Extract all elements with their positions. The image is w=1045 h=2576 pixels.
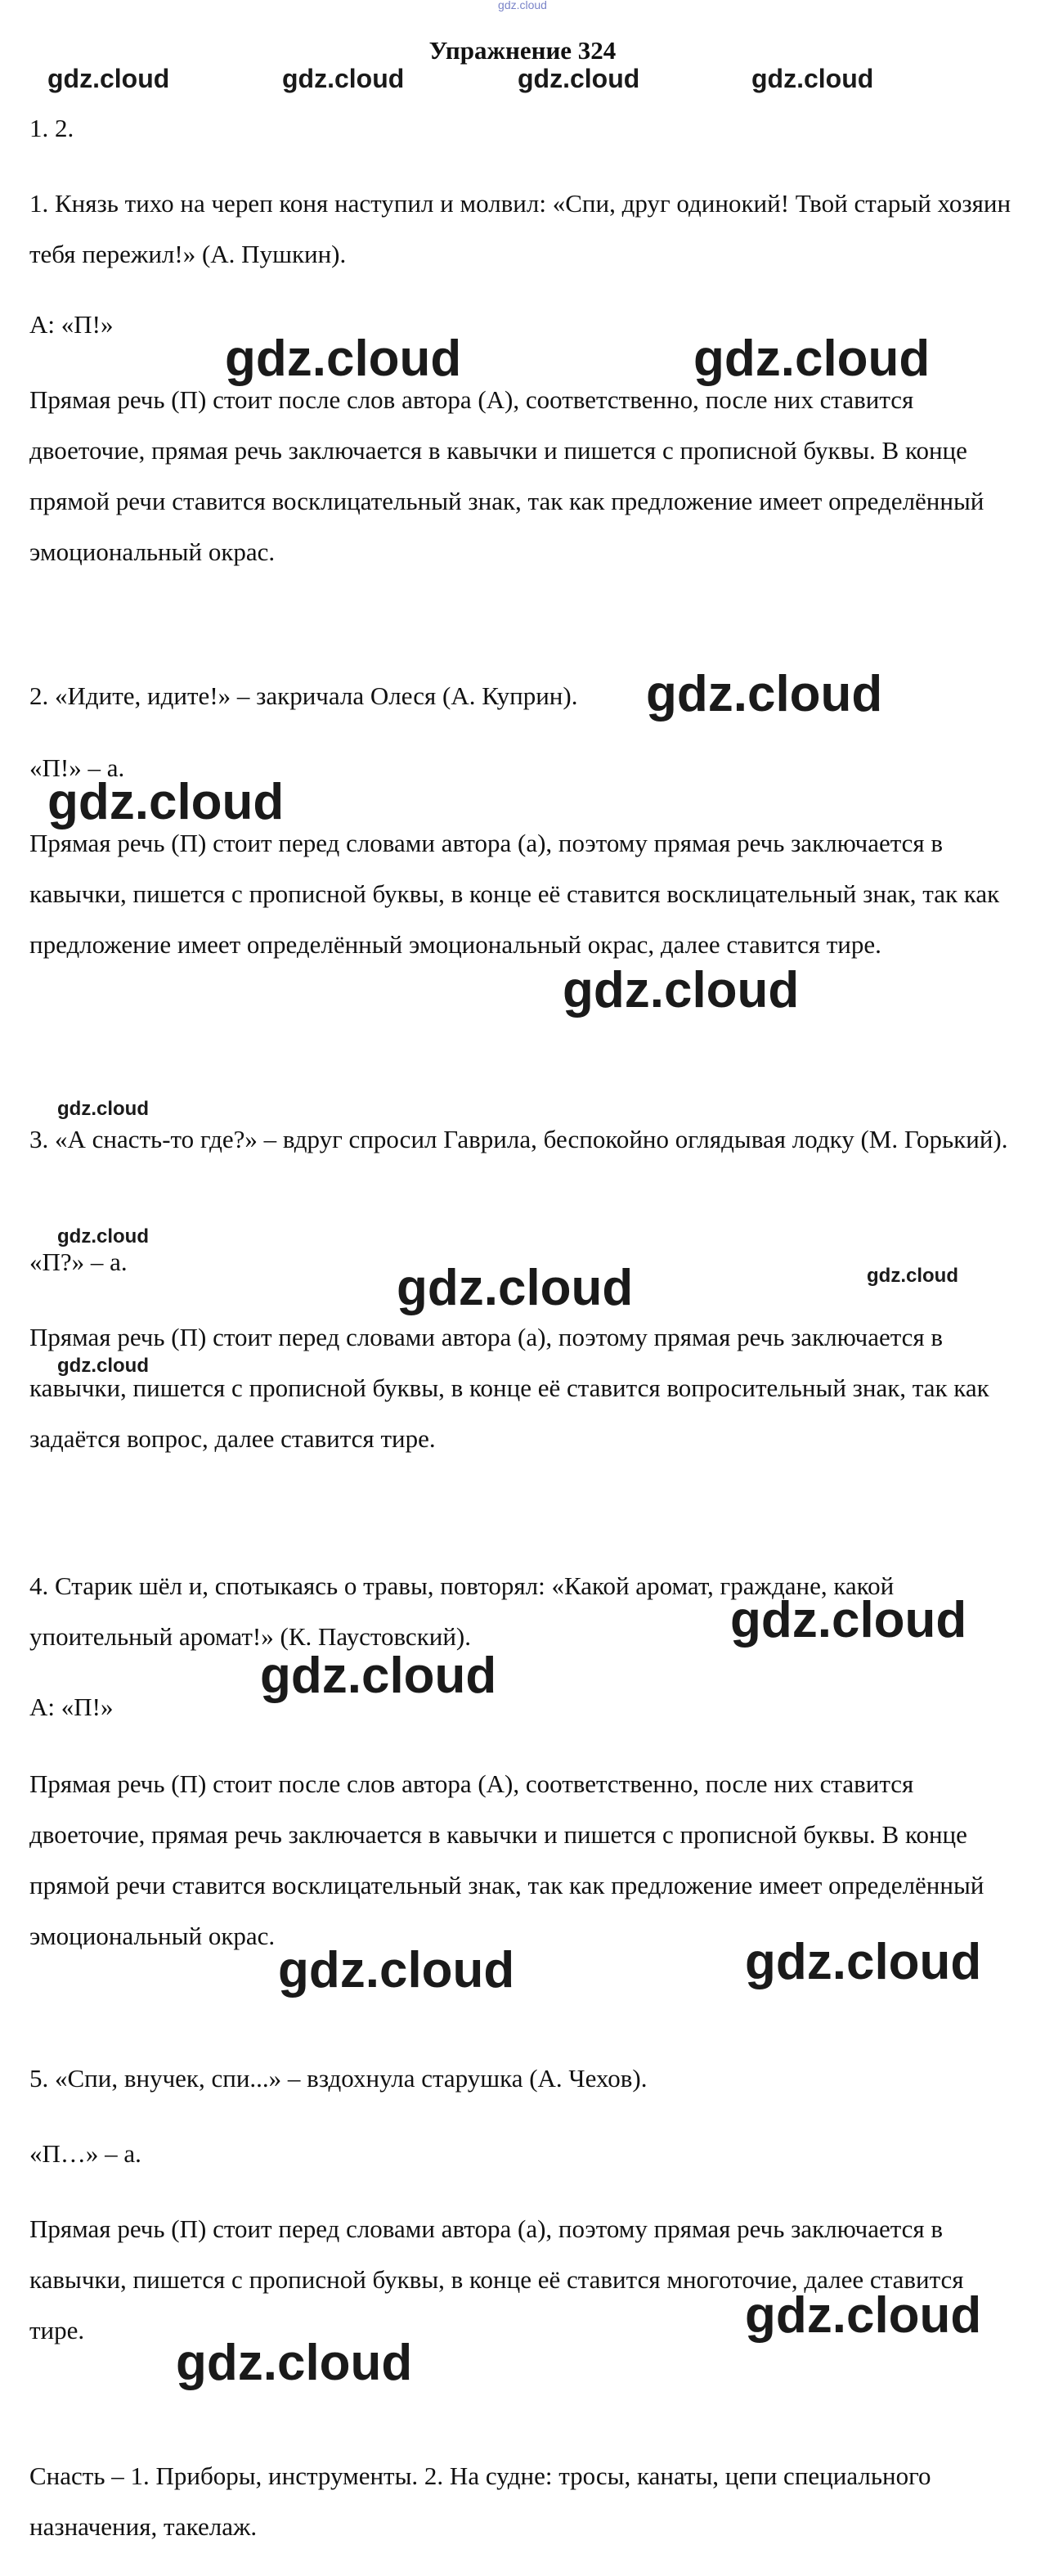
watermark: gdz.cloud <box>563 962 800 1018</box>
watermark: gdz.cloud <box>57 1355 149 1377</box>
watermark: gdz.cloud <box>693 330 931 387</box>
watermark: gdz.cloud <box>225 330 462 387</box>
item-1-scheme: А: «П!» <box>29 310 114 339</box>
item-4-scheme: А: «П!» <box>29 1693 114 1721</box>
item-5-sentence: 5. «Спи, внучек, спи...» – вздохнула старушка (А. Чехов). <box>29 2064 648 2093</box>
watermark: gdz.cloud <box>867 1265 958 1287</box>
header-watermark: gdz.cloud <box>751 64 874 93</box>
item-3-explanation: Прямая речь (П) стоит перед словами автора (а), поэтому прямая речь заключается в кавычки, пишется с прописной буквы, в конце её ставится вопросительный знак, так как задаётся вопрос, далее ставится тире. <box>29 1323 989 1453</box>
watermark: gdz.cloud <box>646 666 883 722</box>
item-2-explanation: Прямая речь (П) стоит перед словами автора (а), поэтому прямая речь заключается в кавычки, пишется с прописной буквы, в конце её ставится восклицательный знак, так как предложение имеет определённый эмоциональный окрас, далее ставится тире. <box>29 829 1000 959</box>
item-1-explanation: Прямая речь (П) стоит после слов автора (А), соответственно, после них ставится двоеточие, прямая речь заключается в кавычки и пишется с прописной буквы. В конце прямой речи ставится восклицательный знак, так как предложение имеет определённый эмоциональный окрас. <box>29 385 984 566</box>
watermark: gdz.cloud <box>57 1098 149 1120</box>
item-5-explanation: Прямая речь (П) стоит перед словами автора (а), поэтому прямая речь заключается в кавычки, пишется с прописной буквы, в конце её ставится многоточие, далее ставится тире. <box>29 2214 964 2344</box>
header-watermark: gdz.cloud <box>518 64 640 93</box>
item-2-sentence: 2. «Идите, идите!» – закричала Олеся (А. Куприн). <box>29 681 578 710</box>
watermark: gdz.cloud <box>745 1934 982 1990</box>
item-5-scheme: «П…» – а. <box>29 2139 141 2168</box>
glossary-note: Снасть – 1. Приборы, инструменты. 2. На судне: тросы, канаты, цепи специального назначения, такелаж. <box>29 2461 931 2541</box>
item-2-scheme: «П!» – а. <box>29 753 125 782</box>
watermark: gdz.cloud <box>260 1648 497 1704</box>
watermark: gdz.cloud <box>278 1942 515 1998</box>
item-3-sentence: 3. «А снасть-то где?» – вдруг спросил Гаврила, беспокойно оглядывая лодку (М. Горький). <box>29 1125 1008 1153</box>
item-3-scheme: «П?» – а. <box>29 1248 128 1276</box>
top-watermark: gdz.cloud <box>498 0 547 11</box>
item-4-explanation: Прямая речь (П) стоит после слов автора (А), соответственно, после них ставится двоеточие, прямая речь заключается в кавычки и пишется с прописной буквы. В конце прямой речи ставится восклицательный знак, так как предложение имеет определённый эмоциональный окрас. <box>29 1769 984 1950</box>
watermark: gdz.cloud <box>745 2287 982 2344</box>
header-watermark: gdz.cloud <box>47 64 170 93</box>
watermark: gdz.cloud <box>47 774 285 830</box>
task-numbers: 1. 2. <box>29 114 74 142</box>
watermark: gdz.cloud <box>176 2335 413 2391</box>
header-watermark: gdz.cloud <box>282 64 405 93</box>
watermark: gdz.cloud <box>57 1225 149 1248</box>
watermark: gdz.cloud <box>730 1592 967 1648</box>
page-title: Упражнение 324 <box>428 36 617 65</box>
item-1-sentence: 1. Князь тихо на череп коня наступил и молвил: «Спи, друг одинокий! Твой старый хозяин тебя пережил!» (А. Пушкин). <box>29 189 1011 268</box>
watermark: gdz.cloud <box>397 1260 634 1316</box>
item-4-sentence: 4. Старик шёл и, спотыкаясь о травы, повторял: «Какой аромат, граждане, какой упоительный аромат!» (К. Паустовский). <box>29 1571 895 1651</box>
